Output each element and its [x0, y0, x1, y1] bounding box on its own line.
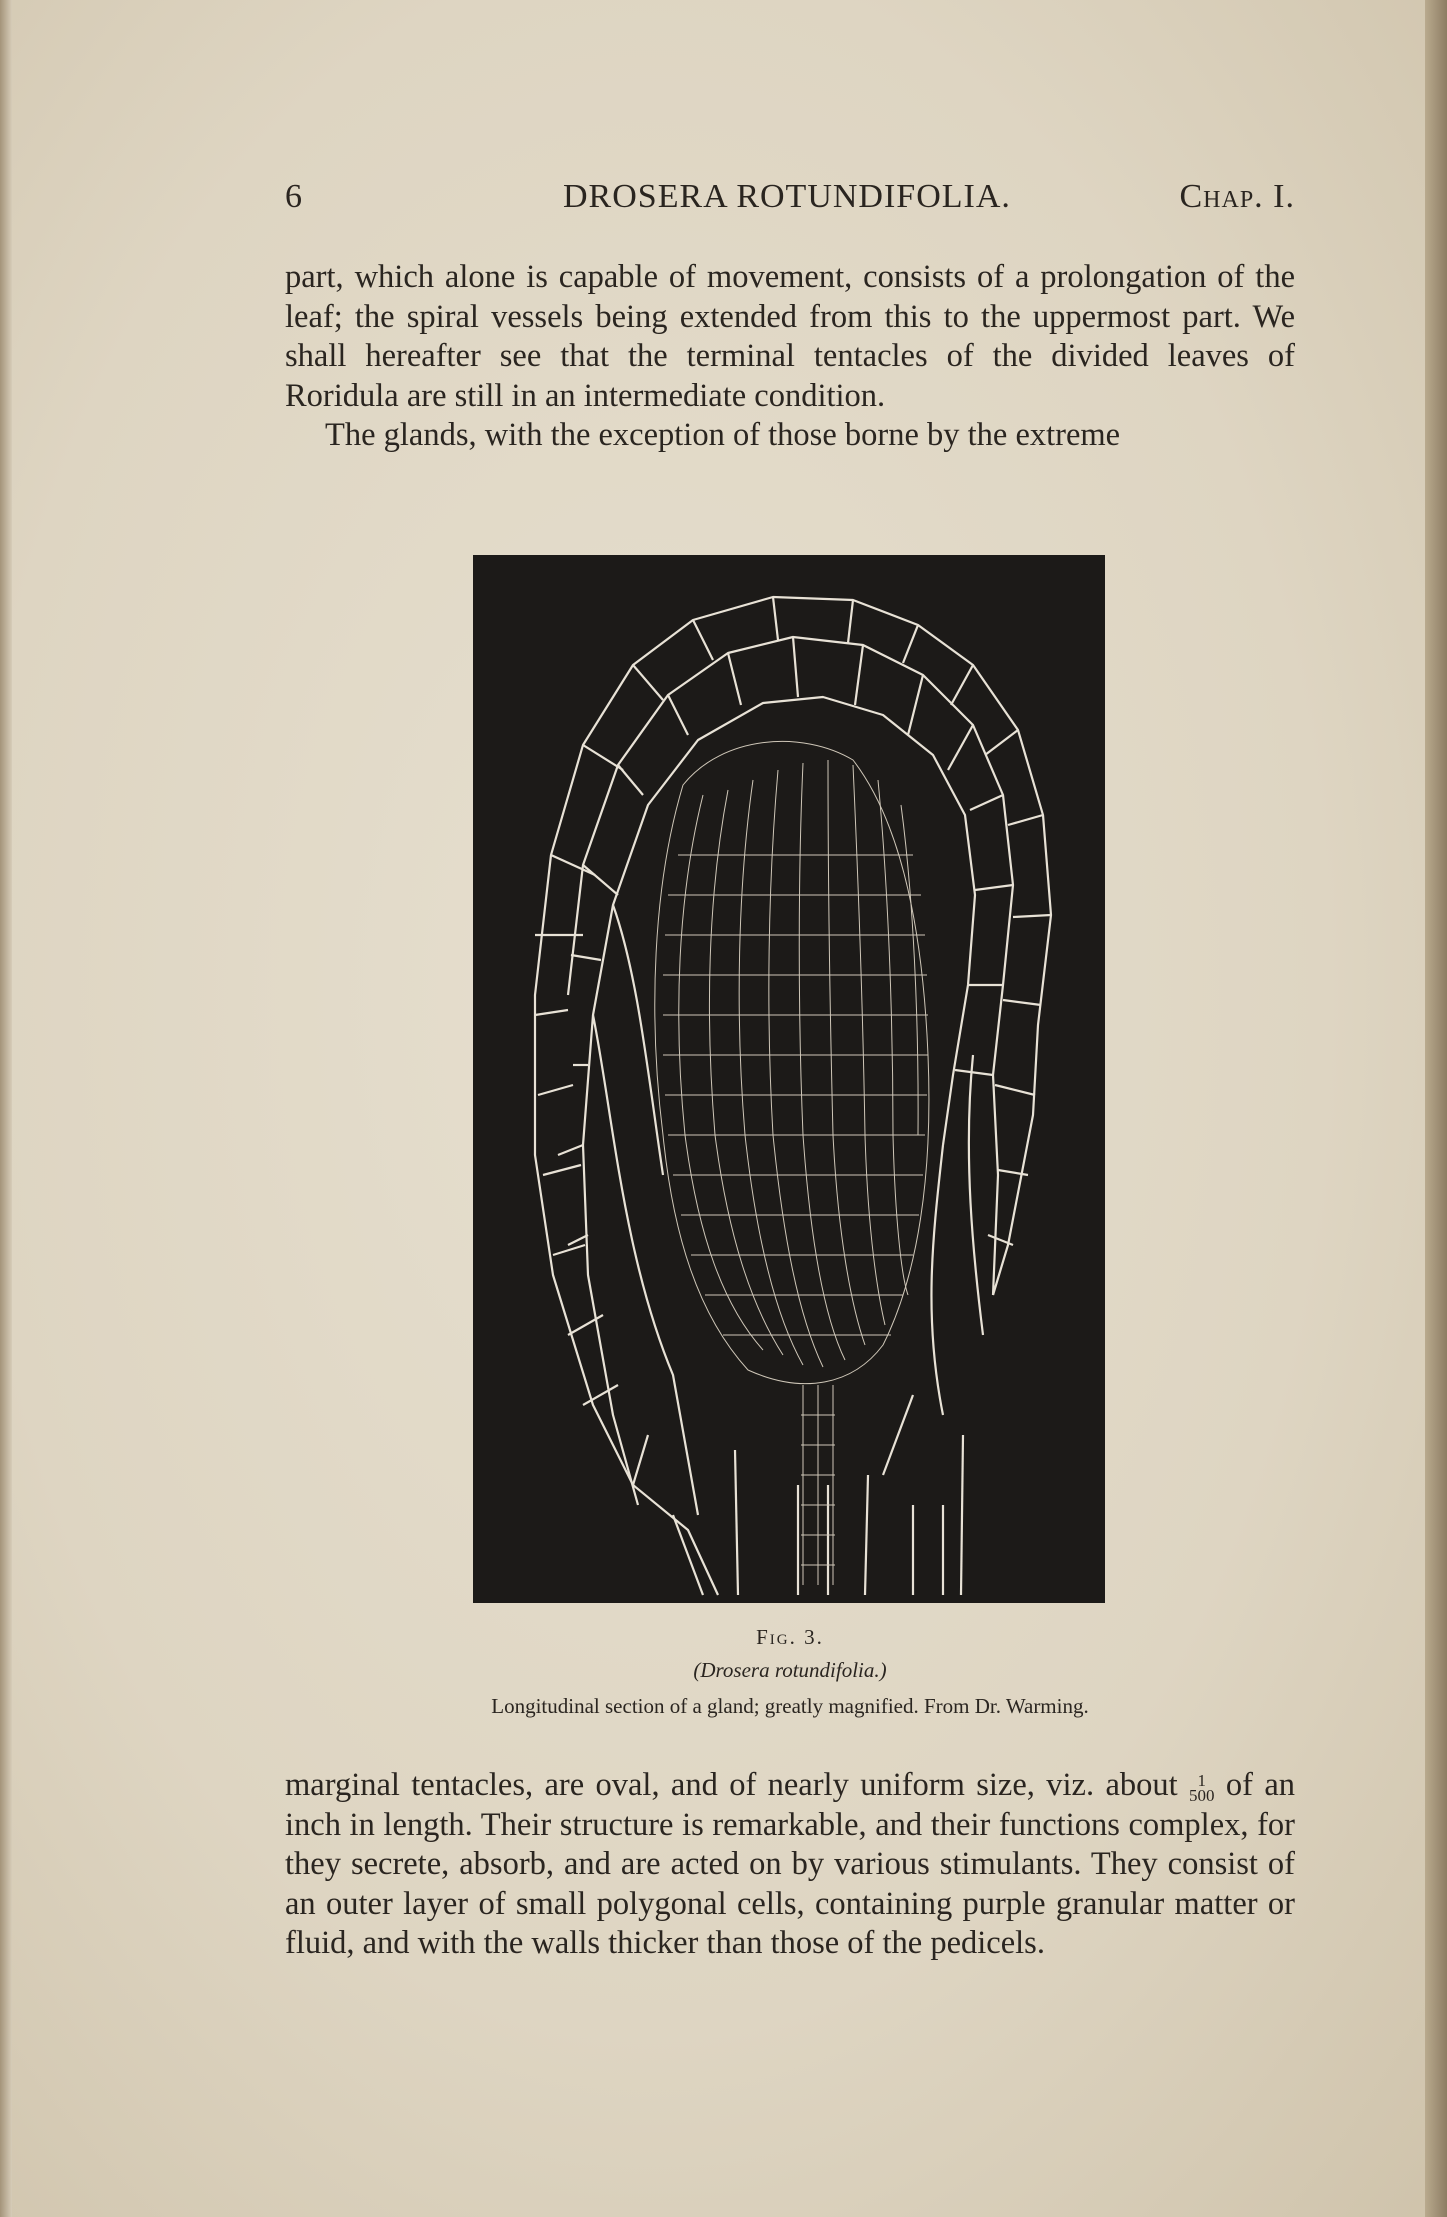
paragraph-part: of an inch in length. Their structure is remarkable, and their functions complex, for they secrete, absorb, and are acted on by various stimulants. They consist of an outer layer of small polygonal cells, containing purple granular matter or fluid, and with the walls thicker than those of the pedicels.	[285, 1767, 1295, 1961]
figure-description: Longitudinal section of a gland; greatly magnified. From Dr. Warming.	[491, 1694, 1089, 1718]
running-header	[285, 178, 1295, 228]
top-text	[285, 258, 1295, 456]
page-number: 6	[285, 178, 303, 215]
paragraph	[285, 1766, 1295, 1964]
gland-section-figure	[473, 555, 1105, 1603]
page-left-edge	[0, 0, 12, 2217]
paragraph-part: marginal tentacles, are oval, and of nearly uniform size, viz. about	[285, 1767, 1178, 1803]
page-right-edge	[1425, 0, 1447, 2217]
gland-illustration	[473, 555, 1105, 1603]
fraction	[1189, 1770, 1215, 1805]
chapter-label: Chap. I.	[1179, 178, 1295, 215]
paragraph: The glands, with the exception of those borne by the extreme	[325, 417, 1121, 453]
running-title: DROSERA ROTUNDIFOLIA.	[563, 178, 1011, 215]
figure-label: Fig. 3.	[756, 1625, 824, 1649]
figure-species: (Drosera rotundifolia.)	[693, 1658, 887, 1682]
fraction-denominator: 500	[1189, 1785, 1215, 1805]
paragraph: part, which alone is capable of movement, consists of a prolongation of the leaf; the spiral vessels being extended from this to the uppermost part. We shall hereafter see that the terminal tentacles of the divided leaves of Roridula are still in an intermediate condition.	[285, 259, 1295, 414]
bottom-text	[285, 1766, 1295, 1964]
fraction-numerator: 1	[1197, 1770, 1207, 1790]
